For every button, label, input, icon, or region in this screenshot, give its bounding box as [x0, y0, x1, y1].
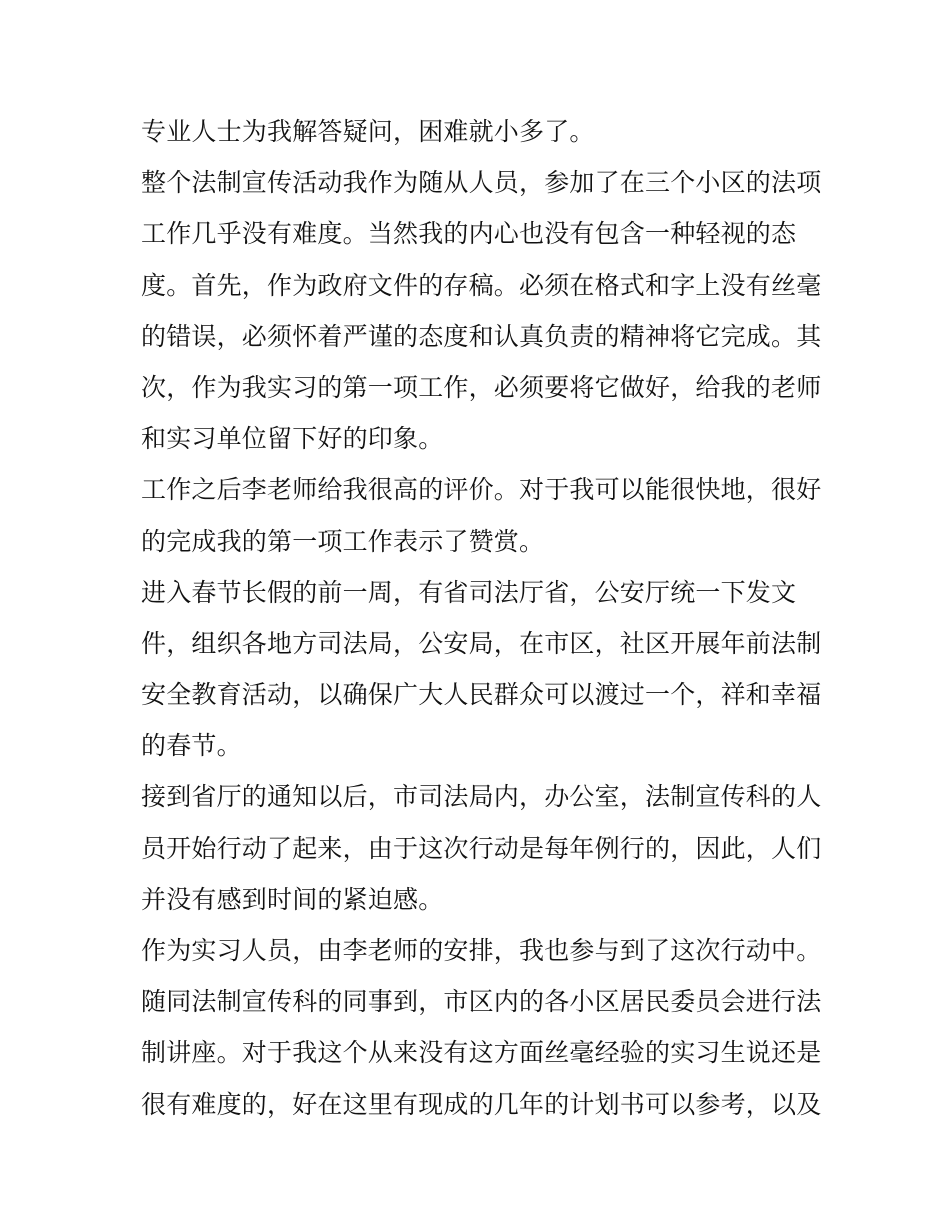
- body-text: [141, 106, 831, 1130]
- text-line: 次，作为我实习的第一项工作，必须要将它做好，给我的老师: [141, 372, 822, 402]
- text-line: 制讲座。对于我这个从来没有这方面丝毫经验的实习生说还是: [141, 1038, 822, 1068]
- text-line: 员开始行动了起来，由于这次行动是每年例行的，因此，人们: [141, 833, 822, 863]
- text-line: 作为实习人员，由李老师的安排，我也参与到了这次行动中。: [141, 936, 822, 965]
- text-line: 的春节。: [141, 731, 242, 761]
- text-line: 工作几乎没有难度。当然我的内心也没有包含一种轻视的态: [141, 219, 797, 249]
- text-line: 的错误，必须怀着严谨的态度和认真负责的精神将它完成。其: [141, 321, 822, 351]
- text-line: 整个法制宣传活动我作为随从人员，参加了在三个小区的法项: [141, 168, 822, 198]
- text-line: 进入春节长假的前一周，有省司法厅省，公安厅统一下发文: [141, 577, 797, 607]
- text-line: 专业人士为我解答疑问，困难就小多了。: [141, 117, 595, 146]
- text-line: 安全教育活动，以确保广大人民群众可以渡过一个，祥和幸福: [141, 680, 822, 710]
- text-line: 工作之后李老师给我很高的评价。对于我可以能很快地，很好: [141, 475, 822, 505]
- text-line: 很有难度的，好在这里有现成的几年的计划书可以参考，以及: [141, 1089, 822, 1119]
- text-line: 随同法制宣传科的同事到，市区内的各小区居民委员会进行法: [141, 987, 822, 1017]
- text-line: 度。首先，作为政府文件的存稿。必须在格式和字上没有丝毫: [141, 270, 822, 300]
- text-line: 的完成我的第一项工作表示了赞赏。: [141, 526, 545, 556]
- text-line: 件，组织各地方司法局，公安局，在市区，社区开展年前法制: [141, 628, 822, 658]
- text-line: 和实习单位留下好的印象。: [141, 424, 444, 454]
- text-line: 接到省厅的通知以后，市司法局内，办公室，法制宣传科的人: [141, 782, 822, 812]
- text-line: 并没有感到时间的紧迫感。: [141, 884, 444, 914]
